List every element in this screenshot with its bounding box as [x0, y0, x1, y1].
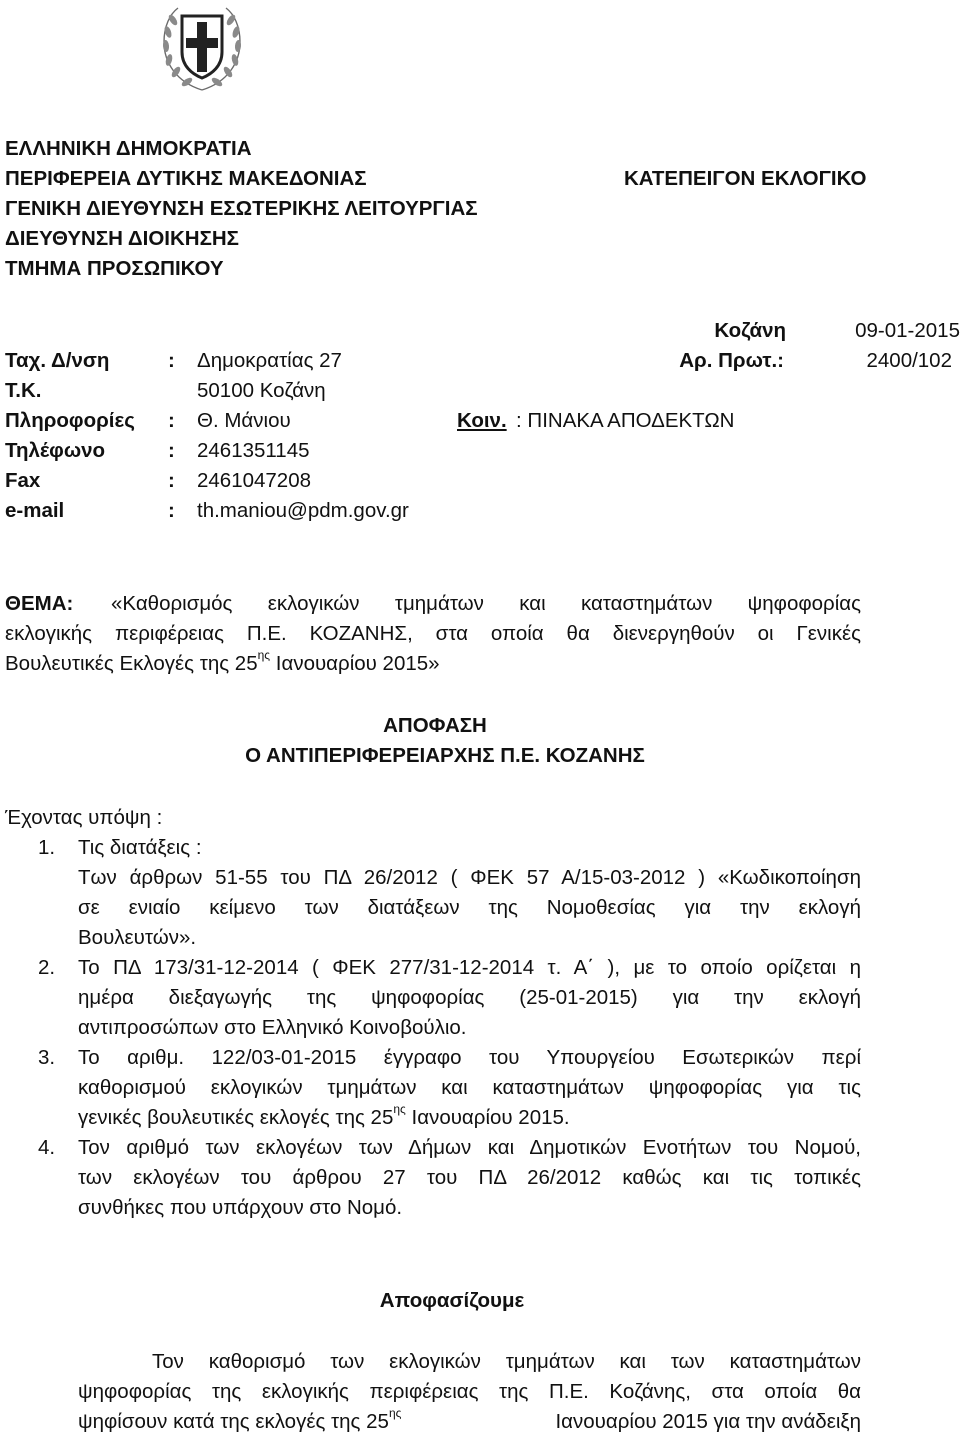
considering-label: Έχοντας υπόψη : — [5, 806, 163, 829]
item-line: ημέρα διεξαγωγής της ψηφοφορίας (25-01-2015) για την εκλογή — [78, 986, 861, 1009]
decision-title: ΑΠΟΦΑΣΗ — [383, 714, 487, 737]
decision-authority: Ο ΑΝΤΙΠΕΡΙΦΕΡΕΙΑΡΧΗΣ Π.Ε. ΚΟΖΑΝΗΣ — [245, 744, 645, 767]
contact-value: Θ. Μάνιου — [197, 409, 291, 432]
contact-label: Τηλέφωνο — [5, 439, 106, 462]
subject-line — [5, 649, 440, 679]
document-date: 09-01-2015 — [855, 319, 960, 342]
recipients-value: : ΠΙΝΑΚΑ ΑΠΟΔΕΚΤΩΝ — [516, 409, 735, 432]
item-number: 1. — [38, 836, 56, 859]
item-line: Βουλευτών». — [78, 926, 197, 949]
greek-republic-emblem-icon — [156, 2, 248, 94]
item-line: αντιπροσώπων στο Ελληνικό Κοινοβούλιο. — [78, 1016, 467, 1039]
ordinal-suffix: ης — [257, 648, 271, 663]
resolution-line-part: ψηφίσουν κατά της εκλογές της 25 — [78, 1410, 389, 1433]
protocol-number: 2400/102 — [866, 349, 952, 372]
subject-line: εκλογικής περιφέρειας Π.Ε. ΚΟΖΑΝΗΣ, στα οποία θα διενεργηθούν οι Γενικές — [5, 622, 861, 645]
contact-colon: : — [168, 499, 175, 522]
resolution-line-part: Ιανουαρίου 2015 για την ανάδειξη — [555, 1410, 861, 1433]
resolution-title: Αποφασίζουμε — [379, 1289, 525, 1312]
recipients-label: Κοιν. — [457, 409, 507, 432]
subject-line-text: Βουλευτικές Εκλογές της 25 — [5, 652, 258, 675]
contact-value: Δημοκρατίας 27 — [197, 349, 342, 372]
item-line: Το αριθμ. 122/03-01-2015 έγγραφο του Υπουργείου Εσωτερικών περί — [78, 1046, 861, 1069]
org-line: ΓΕΝΙΚΗ ΔΙΕΥΘΥΝΣΗ ΕΣΩΤΕΡΙΚΗΣ ΛΕΙΤΟΥΡΓΙΑΣ — [5, 197, 478, 220]
subject-line-text: Ιανουαρίου 2015» — [270, 652, 440, 675]
contact-label: Fax — [5, 469, 41, 492]
org-line: ΔΙΕΥΘΥΝΣΗ ΔΙΟΙΚΗΣΗΣ — [5, 227, 239, 250]
contact-value: 2461351145 — [197, 439, 310, 462]
contact-colon: : — [168, 469, 175, 492]
contact-label: Τ.Κ. — [5, 379, 42, 402]
item-line: καθορισμού εκλογικών τμημάτων και καταστημάτων ψηφοφορίας για τις — [78, 1076, 861, 1099]
item-line: Των άρθρων 51-55 του ΠΔ 26/2012 ( ΦΕΚ 57 Α/15-03-2012 ) «Κωδικοποίηση — [78, 866, 861, 889]
org-line: ΠΕΡΙΦΕΡΕΙΑ ΔΥΤΙΚΗΣ ΜΑΚΕΔΟΝΙΑΣ — [5, 167, 367, 190]
ordinal-suffix: ης — [393, 1102, 406, 1117]
place-label: Κοζάνη — [714, 319, 786, 342]
subject-line: «Καθορισμός εκλογικών τμημάτων και καταστημάτων ψηφοφορίας — [111, 592, 861, 615]
item-line-text: γενικές βουλευτικές εκλογές της 25 — [78, 1106, 394, 1129]
contact-label: Πληροφορίες — [5, 409, 135, 432]
contact-colon: : — [168, 439, 175, 462]
resolution-line: Τον καθορισμό των εκλογικών τμημάτων και των καταστημάτων — [152, 1350, 861, 1373]
ordinal-suffix: ης — [388, 1406, 402, 1421]
urgency-label: ΚΑΤΕΠΕΙΓΟΝ ΕΚΛΟΓΙΚΟ — [624, 167, 867, 190]
protocol-label: Αρ. Πρωτ.: — [679, 349, 784, 372]
item-line-text: Ιανουαρίου 2015. — [405, 1106, 570, 1129]
subject-label: ΘΕΜΑ: — [5, 592, 74, 615]
item-line: σε ενιαίο κείμενο των διατάξεων της Νομοθεσίας για την εκλογή — [78, 896, 861, 919]
org-line: ΤΜΗΜΑ ΠΡΟΣΩΠΙΚΟΥ — [5, 257, 224, 280]
contact-label: e-mail — [5, 499, 65, 522]
item-number: 3. — [38, 1046, 56, 1069]
item-number: 2. — [38, 956, 56, 979]
item-line: συνθήκες που υπάρχουν στο Νομό. — [78, 1196, 403, 1219]
item-line: Τις διατάξεις : — [78, 836, 202, 859]
item-number: 4. — [38, 1136, 56, 1159]
item-line — [78, 1103, 570, 1133]
item-line: των εκλογέων του άρθρου 27 του ΠΔ 26/2012 καθώς και τις τοπικές — [78, 1166, 861, 1189]
contact-colon: : — [168, 349, 175, 372]
contact-email: th.maniou@pdm.gov.gr — [197, 499, 409, 522]
contact-value: 2461047208 — [197, 469, 312, 492]
org-line: ΕΛΛΗΝΙΚΗ ΔΗΜΟΚΡΑΤΙΑ — [5, 137, 252, 160]
item-line: Το ΠΔ 173/31-12-2014 ( ΦΕΚ 277/31-12-2014 τ. Α΄ ), με το οποίο ορίζεται η — [78, 956, 861, 979]
contact-value: 50100 Κοζάνη — [197, 379, 326, 402]
contact-label: Ταχ. Δ/νση — [5, 349, 110, 372]
contact-colon: : — [168, 409, 175, 432]
resolution-line: ψηφοφορίας της εκλογικής περιφέρειας της Π.Ε. Κοζάνης, στα οποία θα — [78, 1380, 861, 1403]
item-line: Τον αριθμό των εκλογέων των Δήμων και Δημοτικών Ενοτήτων του Νομού, — [78, 1136, 861, 1159]
